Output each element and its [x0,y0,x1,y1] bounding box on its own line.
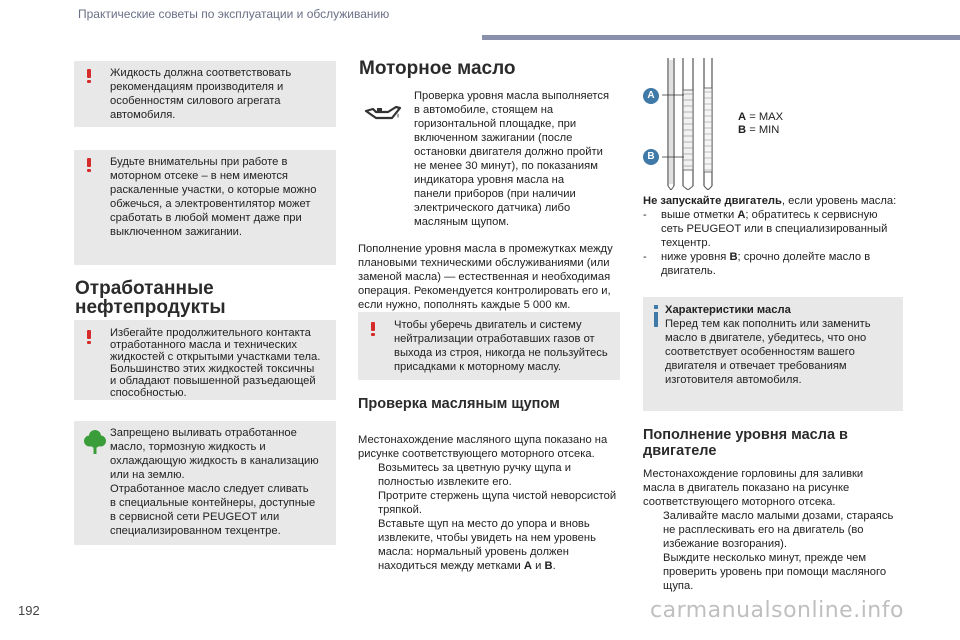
oil-can-icon [364,103,402,125]
warning-line: Жидкость должна соответствовать [110,67,292,79]
mark-b: B [729,251,738,263]
list-item-line: извлеките, чтобы увидеть на нем уровень [378,532,596,544]
dipstick-label-a: A [643,88,659,104]
list-item-line: сеть PEUGEOT или в специализированный [661,223,888,235]
list-item-text: . [552,560,556,572]
list-item-text: ; срочно долейте масло в [737,251,871,263]
warning-line: обжечься, а электровентилятор может [110,198,311,210]
warning-line: сработать в любой момент даже при [110,212,302,224]
list-item-line: полностью извлеките его. [378,476,512,488]
warning-box-additives [358,312,620,380]
eco-line: масло, тормозную жидкость и [110,441,266,453]
list-item-text: ниже уровня [661,251,730,263]
list-item-line: тряпкой. [378,504,422,516]
eco-line: Запрещено выливать отработанное [110,427,297,439]
paragraph-line: если нужно, пополнять каждые 5 000 км. [358,299,571,311]
legend-min [738,124,779,137]
paragraph-line: плановыми техническими обслуживаниями (или [358,257,610,269]
header-bar [482,35,960,40]
dipstick-intro-line: рисунке соответствующего моторного отсека. [358,448,595,460]
eco-line: охлаждающую жидкость в канализацию [110,455,319,467]
dipstick-label-b: B [643,149,659,165]
warning-line: нейтрализации отработавших газов от [394,333,595,345]
list-item-line: техцентр. [661,237,711,249]
warning-icon [86,69,92,83]
dash-marker: - [643,251,647,263]
list-item-line: Выждите несколько минут, прежде чем [663,552,867,564]
legend-max [738,111,783,124]
legend-key: B [738,124,747,136]
page-number: 192 [18,603,40,618]
info-line: Перед тем как пополнить или заменить [665,318,871,330]
info-line: двигателя и отвечает требованиям [665,360,847,372]
tree-icon [84,429,106,455]
eco-line: в специальные контейнеры, доступные [110,497,316,509]
info-title: Характеристики масла [665,304,791,316]
paragraph-line: Пополнение уровня масла в промежутках между [358,243,613,255]
eco-line: в сервисной сети PEUGEOT или [110,511,280,523]
section-heading-engine-oil: Моторное масло [359,58,516,79]
warning-line: Будьте внимательны при работе в [110,156,288,168]
warning-line: и обладают повышенной разъедающей [110,375,316,387]
mark-a: A [737,209,746,221]
list-item-line: проверить уровень при помощи масляного [663,566,887,578]
list-item-line: Вставьте щуп на место до упора и вновь [378,518,590,530]
mark-b: B [544,560,553,572]
warning-line: Большинство этих жидкостей токсичны [110,363,315,375]
warning-box-contact [74,320,336,400]
list-item-line [661,209,878,222]
section-heading-refill-line1: Пополнение уровня масла в [643,427,848,443]
warning-icon [86,158,92,172]
warning-icon [86,330,92,344]
paragraph-line: операция. Рекомендуется контролировать его и, [358,285,611,297]
section-heading-waste-line1: Отработанные [75,278,214,299]
oil-intro-line: остановки двигателя должно пройти [414,146,603,158]
legend-key: A [738,111,747,123]
oil-intro-line: включенном зажигании (после [414,132,573,144]
list-item-text: ; обратитесь к сервисную [745,209,878,221]
warning-icon [370,322,376,336]
list-item-text: выше отметки [661,209,738,221]
oil-intro-line: Проверка уровня масла выполняется [414,90,610,102]
refill-intro-line: соответствующего моторного отсека. [643,496,836,508]
list-item-line: избежание возгорания). [663,538,787,550]
eco-line: специализированном техцентре. [110,525,281,537]
list-item-line: масла: нормальный уровень должен [378,546,569,558]
oil-intro-line: не менее 30 минут), по показаниям [414,160,598,172]
list-item-line: Протрите стержень щупа чистой неворсистой [378,490,617,502]
dipstick-intro-line: Местонахождение масляного щупа показано на [358,434,608,446]
caution-bold: Не запускайте двигатель [643,195,782,207]
list-item-text: и [532,560,545,572]
warning-line: Избегайте продолжительного контакта [110,327,311,339]
warning-line: особенностям силового агрегата [110,95,281,107]
mark-a: A [523,560,533,572]
oil-intro-line: масляным щупом. [414,216,510,228]
legend-value: = MAX [746,111,784,123]
info-icon [652,305,660,327]
list-item-line: щупа. [663,580,694,592]
list-item-line [661,251,870,264]
list-item-text: находиться между метками [378,560,524,572]
watermark: carmanualsonline.info [650,598,904,623]
section-heading-refill-line2: двигателе [643,443,717,459]
warning-box-fluid [74,61,336,127]
list-item-line: Возьмитесь за цветную ручку щупа и [378,462,571,474]
oil-intro-line: панели приборов (при наличии [414,188,576,200]
paragraph-line: заменой масла) — естественная и необходимая [358,271,611,283]
caution-line [643,195,896,208]
warning-line: жидкостей с открытыми участками тела. [110,351,321,363]
list-item-line: Заливайте масло малыми дозами, стараясь [663,510,894,522]
warning-line: присадками к моторному маслу. [394,361,561,373]
oil-intro-line: индикатора уровня масла на [414,174,565,186]
eco-line: или на землю. [110,469,185,481]
caution-text: , если уровень масла: [781,195,897,207]
warning-box-engine-bay [74,150,336,265]
page-header-title: Практические советы по эксплуатации и обслуживанию [78,7,390,21]
info-line: изготовителя автомобиля. [665,374,802,386]
oil-intro-line: в автомобиле, стоящем на [414,104,554,116]
info-line: масло в двигателе, убедитесь, что оно [665,332,867,344]
warning-line: выхода из строя, никогда не пользуйтесь [394,347,608,359]
section-heading-waste-line2: нефтепродукты [75,297,226,318]
list-item-line [378,560,556,573]
legend-value: = MIN [746,124,780,136]
warning-line: выключенном зажигании. [110,226,243,238]
warning-line: способностью. [110,387,187,399]
list-item-line: не расплескивать его на двигатель (во [663,524,864,536]
refill-intro-line: масла в двигатель показано на рисунке [643,482,850,494]
warning-line: моторном отсеке – в нем имеются [110,170,288,182]
dash-marker: - [643,209,647,221]
oil-intro-line: горизонтальной площадке, при [414,118,577,130]
dipstick-illustration [662,58,732,190]
info-box-oil-specs [643,297,903,411]
warning-line: рекомендациям производителя и [110,81,284,93]
warning-line: Чтобы уберечь двигатель и систему [394,319,582,331]
eco-line: Отработанное масло следует сливать [110,483,309,495]
info-line: соответствует особенностям вашего [665,346,855,358]
warning-line: раскаленные участки, о которые можно [110,184,317,196]
refill-intro-line: Местонахождение горловины для заливки [643,468,864,480]
section-heading-dipstick: Проверка масляным щупом [358,396,560,412]
eco-box-disposal [74,421,336,545]
list-item-line: двигатель. [661,265,716,277]
warning-line: отработанного масла и технических [110,339,297,351]
oil-intro-line: электрического датчика) либо [414,202,571,214]
warning-line: автомобиля. [110,109,176,121]
